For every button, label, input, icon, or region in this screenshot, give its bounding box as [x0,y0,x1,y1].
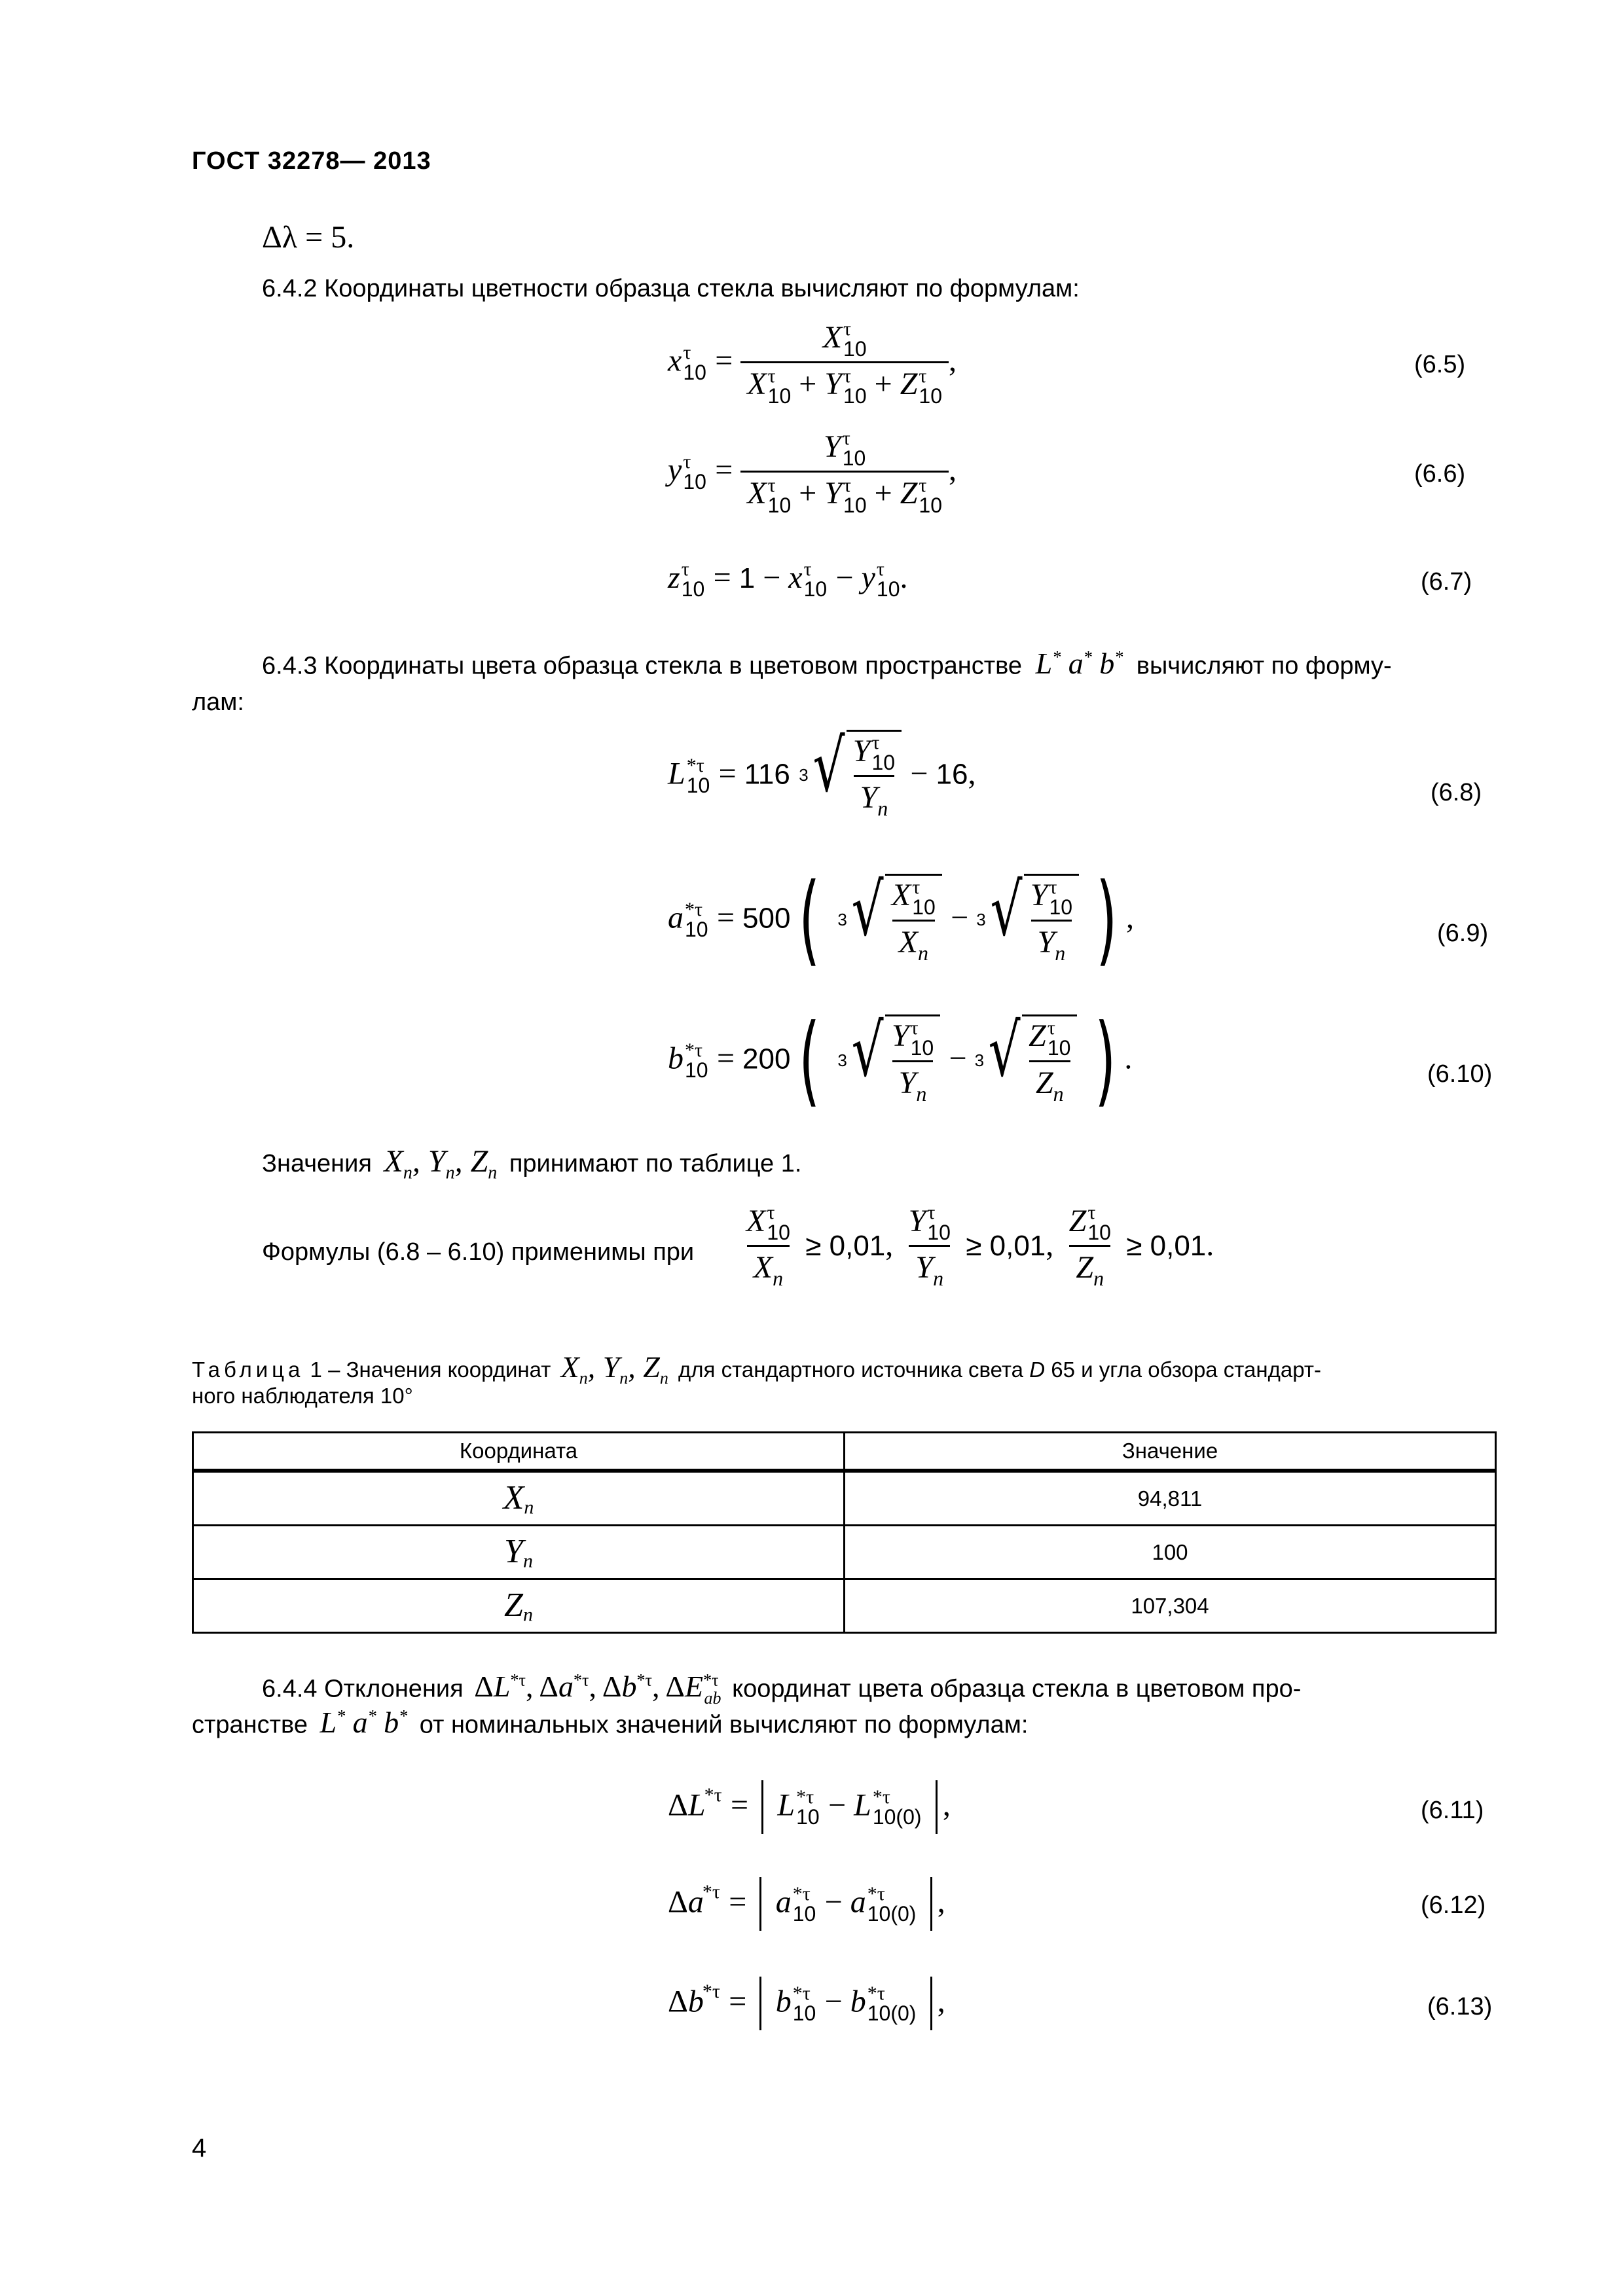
formula-6-12: $\Delta a^{*\tau} = a$ *τ 10 − a *τ 10(0) , [668,1877,945,1931]
paragraph-6-4-3-text-a: 6.4.3 Координаты цвета образца стекла в цветовом пространстве [262,652,1023,680]
paragraph-6-4-4-text-b: координат цвета образца стекла в цветовом про- [732,1675,1302,1703]
table-cell-value: 100 [845,1526,1496,1579]
paragraph-6-4-4-text-a: 6.4.4 Отклонения [262,1675,464,1703]
table-caption-symbols: $X_n$, $Y_n$, $Z_n$ [560,1350,668,1388]
formula-6-9: a *τ 10 = 500( 3 √ X τ 10 $X_n$ − 3 √ Y τ 10 $Y_n$ ) , [668,863,1134,977]
values-line-text-a: Значения [262,1150,372,1177]
table-cell-coordinate: $Z_n$ [193,1579,845,1633]
table-header-value: Значение [845,1433,1496,1471]
coordinates-table [192,1431,1497,1634]
table-caption-d65-letter: D [1029,1357,1046,1382]
formula-6-10: b *τ 10 = 200( 3 √ Y τ 10 $Y_n$ − 3 √ Z τ 10 $Z_n$ ) . [668,1003,1133,1117]
condition-z: ≥ 0,01 [1126,1229,1207,1262]
equation-number-6-11: (6.11) [1421,1797,1484,1824]
formula-6-7: z τ 10 = 1 − x τ 10 − y τ 10 . [668,558,908,601]
paragraph-6-4-4-line2 [192,1702,1028,1740]
equation-number-6-10: (6.10) [1427,1060,1493,1088]
document-header: ГОСТ 32278— 2013 [192,147,431,175]
formula-6-6: y τ 10 = Y τ 10 X τ 10 + Y τ 10 + Z τ 10 , [668,427,957,517]
condition-y: ≥ 0,01 [966,1229,1046,1262]
formula-6-8: L *τ 10 = 116 3 √ Y τ 10 $Y_n$ − 16, [668,724,976,821]
coord-y-symbol: Y [504,1532,523,1570]
table-cell-value: 94,811 [845,1471,1496,1526]
coord-x-symbol: X [503,1479,524,1516]
table-row [193,1471,1496,1526]
applicability-conditions: X τ 10 $X_n$ ≥ 0,01, Y τ 10 $Y_n$ ≥ 0,01, Z τ 10 $Z_n$ ≥ 0,01. [746,1202,1214,1291]
table-row [193,1526,1496,1579]
paragraph-6-4-4-text-c: странстве [192,1711,308,1739]
table-caption-rest: для стандартного источника света [678,1357,1024,1382]
lab-space-symbol: L* a* b* [1035,647,1123,681]
formula-6-13: $\Delta b^{*\tau} = b$ *τ 10 − b *τ 10(0) , [668,1977,945,2030]
table-caption-d65-rest: 65 и угла обзора стандарт- [1045,1357,1321,1382]
xyz-n-symbols: $X_n$, $Y_n$, $Z_n$ [384,1144,498,1183]
paragraph-6-4-3-text-b: вычисляют по форму- [1136,652,1392,680]
delta-lambda-formula: Δλ = 5. [262,220,355,255]
equation-number-6-8: (6.8) [1431,779,1482,806]
coord-z-symbol: Z [504,1586,523,1624]
page-number: 4 [192,2134,207,2162]
table-caption-number: 1 – Значения координат [304,1357,551,1382]
formula-6-11: $\Delta L^{*\tau} = L$ *τ 10 − L *τ 10(0) , [668,1780,951,1834]
table-header-coordinate: Координата [193,1433,845,1471]
equation-number-6-9: (6.9) [1437,920,1489,947]
table-row [193,1579,1496,1633]
table-cell-value: 107,304 [845,1579,1496,1633]
equation-number-6-5: (6.5) [1414,351,1466,378]
table-cell-coordinate: $Y_n$ [193,1526,845,1579]
equation-number-6-6: (6.6) [1414,460,1466,488]
equation-number-6-7: (6.7) [1421,568,1472,596]
paragraph-6-4-3-line1 [262,643,1392,681]
lab-space-symbol-2: L* a* b* [319,1706,408,1740]
formula-6-5: x τ 10 = X τ 10 X τ 10 + Y τ 10 + Z τ 10 , [668,318,957,408]
values-line [262,1144,802,1189]
values-line-text-b: принимают по таблице 1. [509,1150,802,1177]
table-header-row [193,1433,1496,1471]
paragraph-6-4-4-text-d: от номинальных значений вычисляют по формулам: [419,1711,1029,1739]
applicability-line-text: Формулы (6.8 – 6.10) применимы при [262,1238,695,1266]
equation-number-6-13: (6.13) [1427,1993,1493,2020]
table-caption-line2: ного наблюдателя 10° [192,1384,413,1408]
table-cell-coordinate: $X_n$ [193,1471,845,1526]
equation-number-6-12: (6.12) [1421,1892,1486,1919]
paragraph-6-4-2: 6.4.2 Координаты цветности образца стекла вычисляют по формулам: [262,275,1080,302]
deviation-symbols: $\Delta L^{*\tau}$, $\Delta a^{*\tau}$, $\Delta b^{*\tau}$, $\Delta E^{*\tau}_{ab}$ [474,1670,721,1708]
paragraph-6-4-3-line2: лам: [192,689,244,716]
table-caption-label: Таблица [192,1357,304,1382]
condition-x: ≥ 0,01 [805,1229,886,1262]
